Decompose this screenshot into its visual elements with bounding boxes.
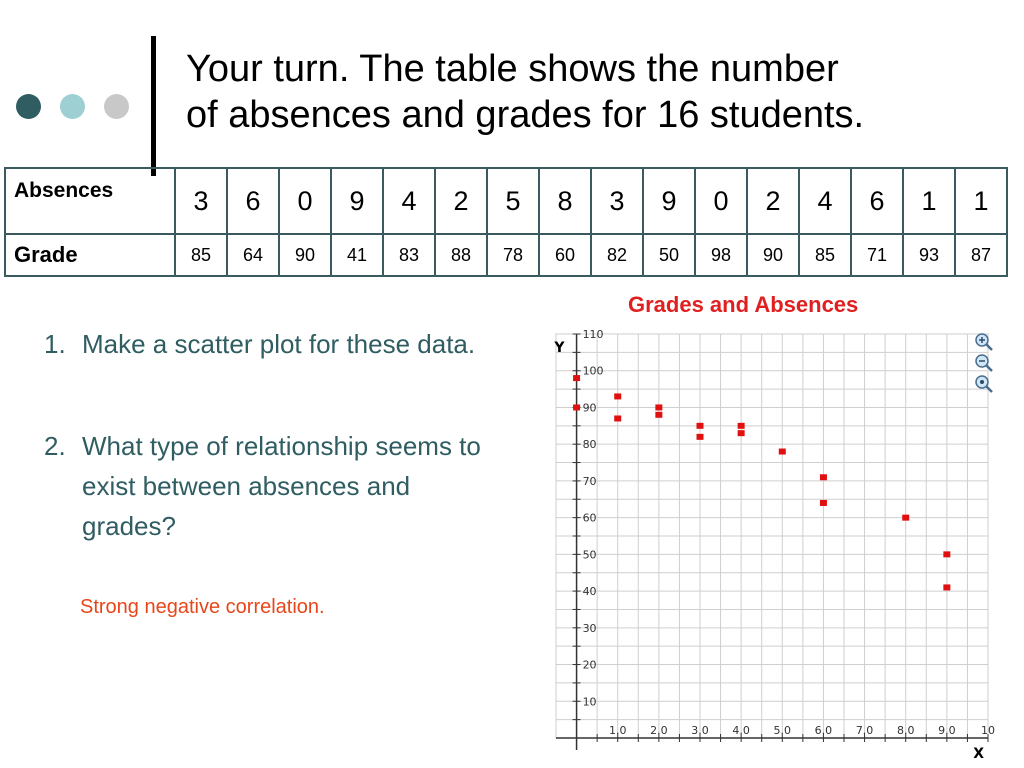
x-tick-label: 9.0 [938, 724, 956, 737]
grade-cell: 71 [851, 234, 903, 276]
x-tick-label: 5.0 [773, 724, 792, 737]
y-tick-label: 40 [582, 585, 597, 599]
absences-cell: 5 [487, 168, 539, 234]
y-tick-label: 70 [582, 474, 597, 488]
absences-cell: 6 [851, 168, 903, 234]
x-tick-label: 4.0 [732, 724, 750, 737]
y-tick-label: 80 [582, 438, 597, 452]
x-tick-label: 10 [981, 724, 995, 737]
grade-cell: 83 [383, 234, 435, 276]
data-point [614, 415, 621, 421]
data-point [655, 404, 662, 410]
data-point [697, 423, 704, 429]
grade-cell: 85 [175, 234, 227, 276]
absences-cell: 2 [747, 168, 799, 234]
x-tick-label: 3.0 [691, 724, 709, 737]
x-tick-label: 6.0 [814, 724, 833, 737]
x-tick-label: 1.0 [608, 724, 627, 737]
dot-gray [104, 94, 129, 119]
slide-title [186, 46, 986, 138]
x-tick-label: 8.0 [896, 724, 915, 737]
y-axis-label: Y [554, 340, 565, 356]
data-point [820, 474, 827, 480]
grade-cell: 87 [955, 234, 1007, 276]
question-1 [44, 324, 484, 364]
y-tick-label: 60 [582, 511, 597, 525]
absences-cell: 6 [227, 168, 279, 234]
y-tick-label: 100 [582, 364, 604, 378]
absences-cell: 8 [539, 168, 591, 234]
title-divider [151, 36, 156, 176]
absences-cell: 1 [955, 168, 1007, 234]
data-point [614, 393, 621, 399]
y-tick-label: 90 [582, 401, 597, 415]
data-point [655, 412, 662, 418]
x-tick-label: 7.0 [855, 724, 874, 737]
data-point [738, 430, 745, 436]
absences-cell: 9 [643, 168, 695, 234]
grade-cell: 93 [903, 234, 955, 276]
absences-cell: 0 [279, 168, 331, 234]
data-point [573, 404, 580, 410]
grade-cell: 78 [487, 234, 539, 276]
question-2-number: 2. [44, 431, 66, 461]
dot-light-teal [60, 94, 85, 119]
dot-dark [16, 94, 41, 119]
question-1-number: 1. [44, 329, 66, 359]
zoom-controls [972, 328, 1000, 398]
scatter-plot [548, 326, 998, 768]
absences-cell: 3 [591, 168, 643, 234]
y-tick-label: 50 [582, 548, 597, 562]
grade-header: Grade [5, 234, 175, 276]
data-point [820, 500, 827, 506]
grade-cell: 88 [435, 234, 487, 276]
data-point [697, 434, 704, 440]
absences-cell: 0 [695, 168, 747, 234]
zoom-out-icon[interactable] [976, 355, 992, 371]
title-line-1: Your turn. The table shows the number [186, 48, 839, 90]
grade-cell: 50 [643, 234, 695, 276]
absences-cell: 2 [435, 168, 487, 234]
y-tick-label: 110 [582, 328, 604, 341]
grade-cell: 64 [227, 234, 279, 276]
grade-cell: 90 [279, 234, 331, 276]
grade-cell: 60 [539, 234, 591, 276]
grade-row [5, 234, 1007, 276]
absences-cell: 3 [175, 168, 227, 234]
title-line-2: of absences and grades for 16 students. [186, 94, 865, 136]
grade-cell: 90 [747, 234, 799, 276]
grade-cell: 41 [331, 234, 383, 276]
zoom-in-icon[interactable] [976, 334, 992, 350]
data-point [779, 449, 786, 455]
absences-header: Absences [5, 168, 175, 234]
data-point [738, 423, 745, 429]
absences-cell: 1 [903, 168, 955, 234]
absences-cell: 4 [383, 168, 435, 234]
data-point [573, 375, 580, 381]
question-2 [44, 426, 484, 546]
zoom-reset-icon[interactable] [976, 376, 992, 392]
answer-text: Strong negative correlation. [80, 596, 325, 618]
data-point [902, 515, 909, 521]
absences-cell: 4 [799, 168, 851, 234]
x-axis-label: X [973, 746, 984, 762]
y-tick-label: 10 [582, 695, 597, 709]
y-tick-label: 20 [582, 658, 597, 672]
data-table [4, 167, 1008, 277]
x-tick-label: 2.0 [650, 724, 668, 737]
data-point [943, 551, 950, 557]
decorative-dots [16, 92, 136, 122]
question-1-text: Make a scatter plot for these data. [82, 329, 476, 359]
absences-cell: 9 [331, 168, 383, 234]
grade-cell: 85 [799, 234, 851, 276]
absences-row [5, 168, 1007, 234]
data-point [943, 584, 950, 590]
y-tick-label: 30 [582, 621, 597, 635]
grade-cell: 98 [695, 234, 747, 276]
question-2-text: What type of relationship seems to exist between absences and grades? [82, 431, 481, 541]
grade-cell: 82 [591, 234, 643, 276]
chart-title: Grades and Absences [628, 292, 859, 317]
